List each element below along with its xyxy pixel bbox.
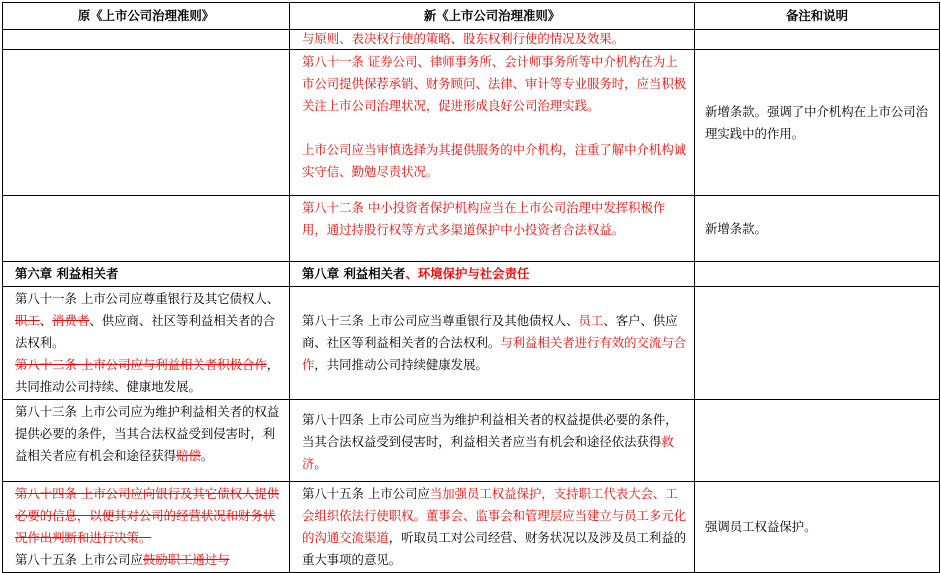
header-new-rules: 新《上市公司治理准则》 xyxy=(290,3,695,30)
note-cell-empty xyxy=(695,400,940,482)
new-cell xyxy=(290,287,695,400)
header-notes: 备注和说明 xyxy=(695,3,940,30)
new-article-81-para2: 上市公司应当审慎选择为其提供服务的中介机构，注重了解中介机构诚实守信、勤勉尽责状况。 xyxy=(302,142,687,179)
table-row xyxy=(3,287,940,400)
added-text: 员工 xyxy=(578,313,604,328)
table-header-row xyxy=(3,3,940,30)
old-text: 、 xyxy=(39,313,53,328)
note-cell: 新增条款。强调了中介机构在上市公司治理实践中的作用。 xyxy=(695,50,940,196)
table-row xyxy=(3,30,940,50)
old-text: 第八十三条 上市公司应为维护利益相关者的权益提供必要的条件，当其合法权益受到侵害时，利益相关者应有机会和途径获得 xyxy=(15,404,280,463)
new-text: 第八十四条 上市公司应当为维护利益相关者的权益提供必要的条件，当其合法权益受到侵害时，利益相关者应当有机会和途径依法获得 xyxy=(302,412,678,449)
table-row xyxy=(3,400,940,482)
old-cell xyxy=(3,287,290,400)
old-text: 。 xyxy=(200,448,214,463)
table-row xyxy=(3,196,940,262)
new-text: 第八十五条 上市公司应 xyxy=(302,486,430,501)
note-cell: 强调员工权益保护。 xyxy=(695,482,940,573)
added-text: 救济 xyxy=(302,434,674,471)
new-cell xyxy=(290,196,695,262)
deleted-text: 第八十四条 上市公司应向银行及其它债权人提供必要的信息，以便其对公司的经营状况和财务状况作出判断和进行决策。 xyxy=(15,486,280,545)
comparison-table xyxy=(2,2,940,573)
deleted-text: 职工 xyxy=(15,313,40,328)
old-text: 、供应商、社区等利益相关者的合法权利。 xyxy=(15,313,276,350)
new-text: 、客户、供应商、社区等利益相关者的合法权利。 xyxy=(302,313,678,350)
new-text: ，共同推动公司持续健康发展。 xyxy=(314,357,488,372)
note-cell-empty xyxy=(695,30,940,50)
added-text: 当加强员工权益保护，支持职工代表大会、工会组织依法行使职权。董事会、监事会和管理层应当建立与员工多元化的沟通交流渠道 xyxy=(302,486,687,545)
header-old-rules: 原《上市公司治理准则》 xyxy=(3,3,290,30)
new-cell xyxy=(290,30,695,50)
chapter-row xyxy=(3,262,940,287)
deleted-text: 第八十二条 上市公司应与利益相关者积极合作 xyxy=(15,357,267,372)
old-text: ，共同推动公司持续、健康地发展。 xyxy=(15,357,280,394)
new-text: ，听取员工对公司经营、财务状况以及涉及员工利益的重大事项的意见。 xyxy=(302,530,687,567)
table-row xyxy=(3,482,940,573)
new-text: 第八十三条 上市公司应当尊重银行及其他债权人、 xyxy=(302,313,579,328)
old-cell xyxy=(3,482,290,573)
old-text: 第八十五条 上市公司应 xyxy=(15,552,143,567)
old-cell-empty xyxy=(3,196,290,262)
note-cell-empty xyxy=(695,262,940,287)
deleted-text: 赔偿 xyxy=(176,448,201,463)
new-article-81: 第八十一条 证券公司、律师事务所、会计师事务所等中介机构在为上市公司提供保荐承销、财务顾问、法律、审计等专业服务时，应当积极关注上市公司治理状况，促进形成良好公司治理实践。 xyxy=(302,54,687,113)
note-cell: 新增条款。 xyxy=(695,196,940,262)
new-chapter-added: 、环境保护与社会责任 xyxy=(405,266,530,281)
deleted-text: 鼓励职工通过与 xyxy=(142,552,230,567)
new-chapter-title xyxy=(290,262,695,287)
old-chapter-title: 第六章 利益相关者 xyxy=(3,262,290,287)
added-text: 与利益相关者进行有效的交流与合作 xyxy=(302,335,687,372)
old-text: 第八十一条 上市公司应尊重银行及其它债权人、 xyxy=(15,291,280,306)
note-cell-empty xyxy=(695,287,940,400)
old-cell xyxy=(3,400,290,482)
new-cell xyxy=(290,50,695,196)
new-article-82: 第八十二条 中小投资者保护机构应当在上市公司治理中发挥积极作用，通过持股行权等方式多渠道保护中小投资者合法权益。 xyxy=(302,200,666,237)
table-row xyxy=(3,50,940,196)
new-cell xyxy=(290,482,695,573)
new-cell xyxy=(290,400,695,482)
new-text: 与原则、表决权行使的策略、股东权利行使的情况及效果。 xyxy=(302,31,625,46)
deleted-text: 消费者 xyxy=(52,313,90,328)
new-text: 。 xyxy=(314,456,327,471)
old-cell-empty xyxy=(3,50,290,196)
old-cell-empty xyxy=(3,30,290,50)
new-chapter-base: 第八章 利益相关者 xyxy=(302,266,406,281)
